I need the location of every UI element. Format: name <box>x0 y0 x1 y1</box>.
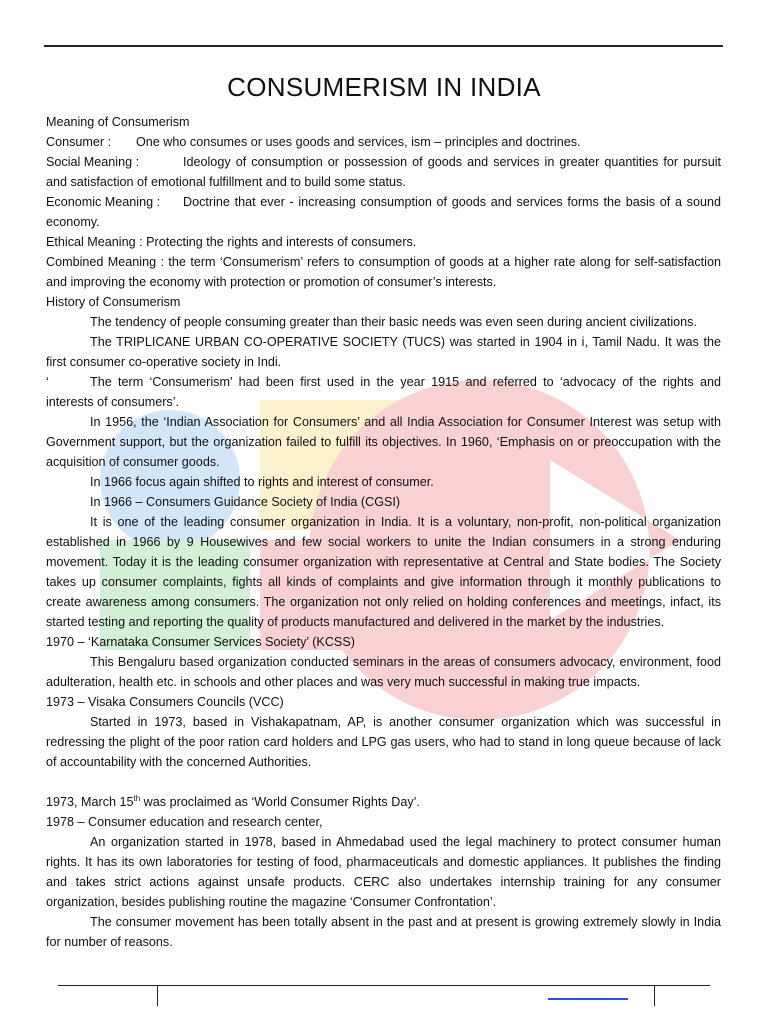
paragraph-1970-body: This Bengaluru based organization conducted seminars in the areas of consumers advocacy, environment, food adulteration, health etc. in schools and other places and was very much successful in making true impacts. <box>46 655 721 689</box>
consumer-rights-day <box>46 792 721 812</box>
consumer-definition <box>46 132 721 152</box>
heading-1978-cerc: 1978 – Consumer education and research center, <box>46 815 323 829</box>
paragraph-1966-focus: In 1966 focus again shifted to rights and interest of consumer. <box>90 475 434 489</box>
header-rule <box>44 45 723 47</box>
heading-1970-kcss: 1970 – ‘Karnataka Consumer Services Society’ (KCSS) <box>46 635 355 649</box>
footer-divider-right <box>654 986 655 1006</box>
paragraph-1978-body: An organization started in 1978, based in Ahmedabad used the legal machinery to protect consumer human rights. It has its own laboratories for testing of food, pharmaceuticals and domestic appliances. It publishes the finding and takes strict actions against unsafe products. CERC also undertakes internship training for any consumer organization, besides publishing routine the magazine ‘Consumer Confrontation’. <box>46 835 721 909</box>
combined-meaning: Combined Meaning : the term ‘Consumerism’ refers to consumption of goods at a higher rate along for self-satisfaction and improving the economy with protection or promotion of consumer’s interests. <box>46 255 721 289</box>
stray-quote-mark: ‘ <box>46 375 49 389</box>
social-meaning <box>46 152 721 192</box>
paragraph-tendency: The tendency of people consuming greater than their basic needs was even seen during ancient civilizations. <box>90 315 697 329</box>
heading-meaning: Meaning of Consumerism <box>46 115 190 129</box>
consumer-text: One who consumes or uses goods and services, ism – principles and doctrines. <box>136 135 581 149</box>
paragraph-term <box>46 372 721 412</box>
paragraph-1973-body: Started in 1973, based in Vishakapatnam, AP, is another consumer organization which was successful in redressing the plight of the poor ration card holders and LPG gas users, who had to stand in long queue because of lack of accountability with the concerned Authorities. <box>46 715 721 769</box>
paragraph-1956: In 1956, the ‘Indian Association for Consumers’ and all India Association for Consumer Interest was setup with Government support, but the organization failed to fulfill its objectives. In 1960, ‘Emphasis on or preoccupation with the acquisition of consumer goods. <box>46 415 721 469</box>
economic-text: Doctrine that ever - increasing consumption of goods and services forms the basis of a sound economy. <box>46 195 721 229</box>
footer-divider-left <box>157 986 158 1006</box>
footer-rule <box>58 985 710 986</box>
paragraph-final: The consumer movement has been totally absent in the past and at present is growing extremely slowly in India for number of reasons. <box>46 915 721 949</box>
paragraph-tucs: The TRIPLICANE URBAN CO-OPERATIVE SOCIETY (TUCS) was started in 1904 in i, Tamil Nadu. It was the first consumer co-operative society in Indi. <box>46 335 721 369</box>
ordinal-suffix: th <box>133 793 141 803</box>
march-date: 1973, March 15 <box>46 795 134 809</box>
rights-day-text: was proclaimed as ‘World Consumer Rights Day’. <box>140 795 420 809</box>
document-body <box>46 112 721 952</box>
term-text: The term ‘Consumerism’ had been first used in the year 1915 and referred to ‘advocacy of the rights and interests of consumers’. <box>46 375 721 409</box>
ethical-meaning: Ethical Meaning : Protecting the rights and interests of consumers. <box>46 235 417 249</box>
footer-link[interactable] <box>548 998 628 1000</box>
social-label: Social Meaning : <box>46 155 140 169</box>
blank-line <box>46 772 721 792</box>
economic-label: Economic Meaning : <box>46 195 161 209</box>
paragraph-1966-cgsi: In 1966 – Consumers Guidance Society of India (CGSI) <box>90 495 401 509</box>
social-text: Ideology of consumption or possession of goods and services in greater quantities for pursuit and satisfaction of emotional fulfillment and to build some status. <box>46 155 721 189</box>
paragraph-cgsi-body: It is one of the leading consumer organization in India. It is a voluntary, non-profit, non-political organization established in 1966 by 9 Housewives and few social workers to unite the Indian consumers in a strong enduring movement. Today it is the leading consumer organization with representative at Central and State bodies. The Society takes up consumer complaints, fights all kinds of complaints and give information through it monthly publications to create awareness among consumers. The organization not only relied on holding conferences and meetings, infact, its started testing and reporting the quality of products manufactured and delivered in the market by the industries. <box>46 515 721 629</box>
consumer-label: Consumer : <box>46 135 112 149</box>
heading-history: History of Consumerism <box>46 295 181 309</box>
document-title: CONSUMERISM IN INDIA <box>227 72 541 102</box>
economic-meaning <box>46 192 721 232</box>
heading-1973-vcc: 1973 – Visaka Consumers Councils (VCC) <box>46 695 284 709</box>
